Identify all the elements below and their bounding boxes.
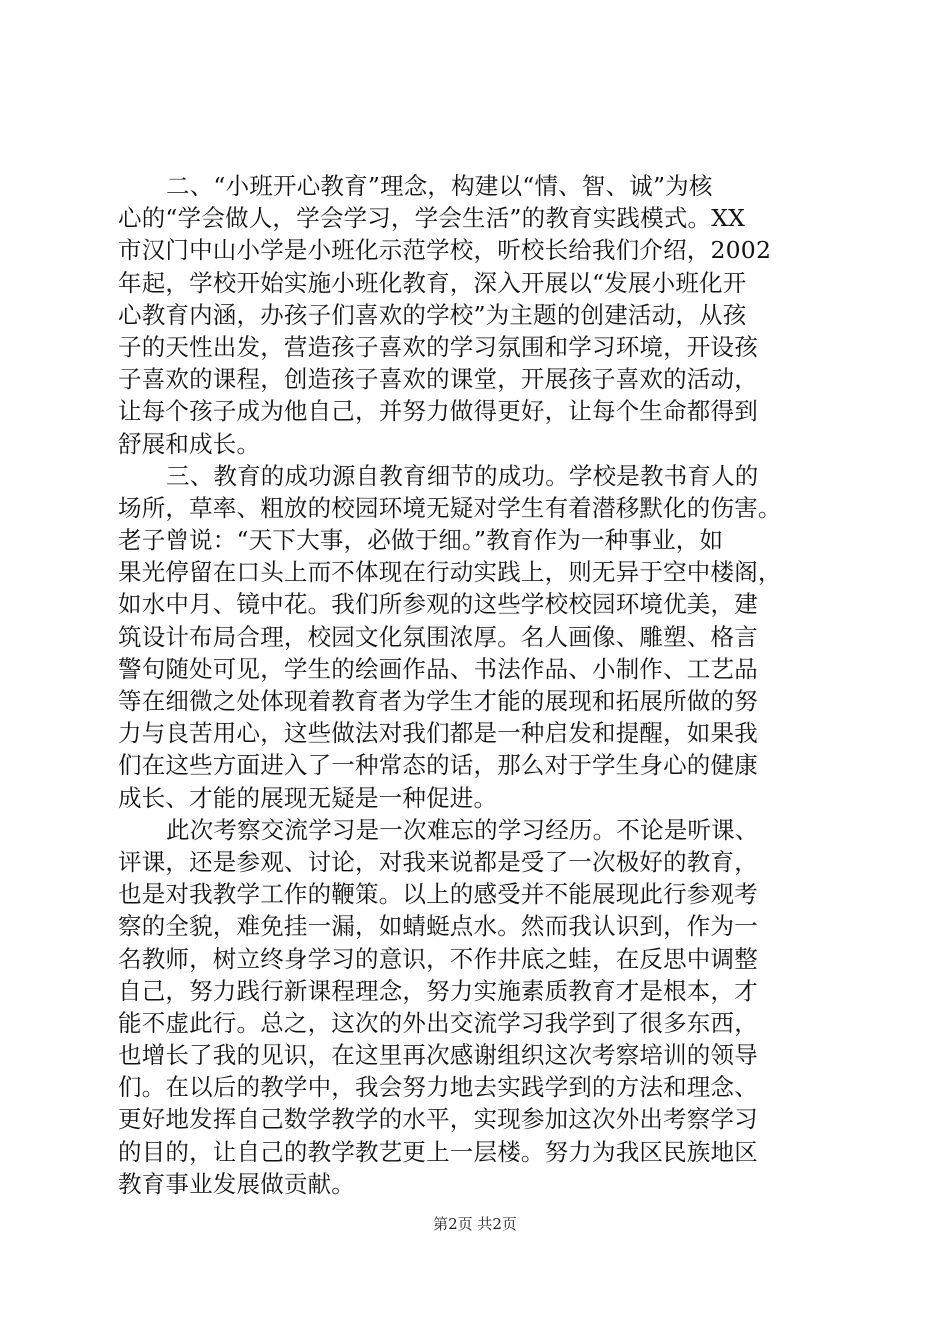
- paragraph-2: [118, 170, 838, 460]
- text-line: 教育事业发展做贡献。: [118, 1169, 355, 1198]
- text-line: 也是对我教学工作的鞭策。以上的感受并不能展现此行参观考: [118, 880, 758, 909]
- text-line: 年起，学校开始实施小班化教育，深入开展以“发展小班化开: [118, 268, 747, 297]
- text-line: 自己，努力践行新课程理念，努力实施素质教育才是根本，才: [118, 976, 758, 1005]
- text-line: 子喜欢的课程，创造孩子喜欢的课堂，开展孩子喜欢的活动，: [118, 365, 758, 394]
- text-line: 市汉门中山小学是小班化示范学校，听校长给我们介绍，2002: [118, 236, 772, 265]
- text-line: 筑设计布局合理，校园文化氛围浓厚。名人画像、雕塑、格言: [118, 622, 758, 651]
- paragraph-3: [118, 460, 838, 814]
- text-line: 警句随处可见，学生的绘画作品、书法作品、小制作、工艺品: [118, 654, 758, 683]
- text-line: 心教育内涵，办孩子们喜欢的学校”为主题的创建活动，从孩: [118, 300, 747, 329]
- text-line: 等在细微之处体现着教育者为学生才能的展现和拓展所做的努: [118, 687, 758, 715]
- text-line: 名教师，树立终身学习的意识，不作井底之蛙，在反思中调整: [118, 944, 758, 973]
- text-line: 更好地发挥自己数学教学的水平，实现参加这次外出考察学习: [118, 1105, 758, 1134]
- text-line: 心的“学会做人，学会学习，学会生活”的教育实践模式。XX: [118, 204, 746, 233]
- text-line: 力与良苦用心，这些做法对我们都是一种启发和提醒，如果我: [118, 719, 758, 748]
- text-line: 的目的，让自己的教学教艺更上一层楼。努力为我区民族地区: [118, 1137, 758, 1166]
- text-line: 老子曾说：“天下大事，必做于细。”教育作为一种事业，如: [118, 526, 724, 555]
- text-line: 也增长了我的见识，在这里再次感谢组织这次考察培训的领导: [118, 1041, 758, 1070]
- text-line: 场所，草率、粗放的校园环境无疑对学生有着潜移默化的伤害。: [118, 493, 782, 522]
- text-line: 二、“小班开心教育”理念，构建以“情、智、诚”为核: [166, 172, 713, 200]
- page-number-footer: 第2页 共2页: [433, 1215, 517, 1233]
- text-line: 子的天性出发，营造孩子喜欢的学习氛围和学习环境，开设孩: [118, 332, 758, 361]
- text-line: 能不虚此行。总之，这次的外出交流学习我学到了很多东西，: [118, 1008, 758, 1037]
- document-body: [118, 170, 838, 1200]
- text-line: 此次考察交流学习是一次难忘的学习经历。不论是听课、: [166, 815, 759, 844]
- text-line: 评课，还是参观、讨论，对我来说都是受了一次极好的教育，: [118, 847, 758, 876]
- text-line: 舒展和成长。: [118, 429, 261, 458]
- paragraph-conclusion: [118, 814, 838, 1200]
- text-line: 们在这些方面进入了一种常态的话，那么对于学生身心的健康: [118, 751, 758, 780]
- text-line: 三、教育的成功源自教育细节的成功。学校是教书育人的: [166, 461, 759, 490]
- text-line: 们。在以后的教学中，我会努力地去实践学到的方法和理念、: [118, 1073, 758, 1102]
- text-line: 成长、才能的展现无疑是一种促进。: [118, 783, 498, 812]
- text-line: 察的全貌，难免挂一漏，如蜻蜓点水。然而我认识到，作为一: [118, 912, 758, 941]
- text-line: 果光停留在口头上而不体现在行动实践上，则无异于空中楼阁，: [118, 558, 782, 587]
- text-line: 让每个孩子成为他自己，并努力做得更好，让每个生命都得到: [118, 397, 758, 426]
- text-line: 如水中月、镜中花。我们所参观的这些学校校园环境优美，建: [118, 590, 758, 619]
